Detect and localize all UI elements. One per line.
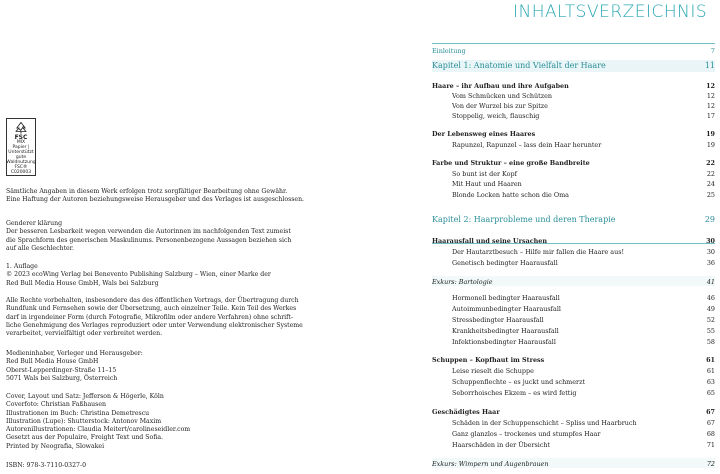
edition-paragraph: 1. Auflage © 2023 ecoWing Verlag bei Benevento Publishing Salzburg – Wien, einer Marke der Red Bull Media House GmbH, Wals bei Salzburg [6,263,271,287]
toc-chapter[interactable]: Kapitel 1: Anatomie und Vielfalt der Haare 11 [432,61,715,70]
toc-chapter[interactable]: Kapitel 2: Haarprobleme und deren Therapie 29 [432,215,715,224]
toc-subsection[interactable]: Schäden in der Schuppenschicht – Spliss und Haarbruch 67 [452,419,715,427]
toc-subsection[interactable]: Mit Haut und Haaren 24 [452,180,715,188]
toc-subsection[interactable]: So bunt ist der Kopf 22 [452,170,715,178]
toc-subsection[interactable]: Rapunzel, Rapunzel – lass dein Haar herunter 19 [452,141,715,149]
toc-section[interactable]: Der Lebensweg eines Haares 19 [432,130,715,138]
toc-subsection[interactable]: Blonde Locken hatte schon die Oma 25 [452,191,715,199]
gender-note-paragraph: Genderer klärung Der besseren Lesbarkeit wegen verwenden die Autorinnen im nachfolgenden Text zumeist die Sprachform des generischen Maskulinums. Personenbezogene Aussagen beziehen sich auf alle Geschlechter. [6,220,292,252]
toc-subsection[interactable]: Infektionsbedingter Haarausfall 58 [452,338,715,346]
tree-check-icon [12,121,30,135]
rights-paragraph: Alle Rechte vorbehalten, insbesondere das des öffentlichen Vortrags, der Übertragung durch Rundfunk und Fernsehen sowie der Übersetzung, auch einzelner Teile. Kein Teil des Werkes darf in irgendeiner Form (durch Fotografie, Mikrofilm oder andere Verfahren) ohne schrift- liche Genehmigung des Verlages reproduziert oder unter Verwendung elektronischer Systeme verarbeitet, vervielfältigt oder verbreitet werden. [6,297,303,338]
toc-section[interactable]: Farbe und Struktur – eine große Bandbreite 22 [432,159,715,167]
fsc-line: gute Waldnutzung [6,155,36,165]
toc-subsection[interactable]: Ganz glanzlos – trockenes und stumpfes Haar 68 [452,430,715,438]
toc-section[interactable]: Haarausfall und seine Ursachen 30 [432,237,715,245]
toc-subsection[interactable]: Hormonell bedingter Haarausfall 46 [452,294,715,302]
toc-subsection[interactable]: Autoimmunbedingter Haarausfall 49 [452,305,715,313]
toc-subsection[interactable]: Stoppelig, weich, flauschig 17 [452,112,715,120]
toc-section[interactable]: Geschädigtes Haar 67 [432,408,715,416]
toc-subsection[interactable]: Der Hautarztbesuch – Hilfe mir fallen die Haare aus! 30 [452,248,715,256]
toc-subsection[interactable]: Schuppenflechte – es juckt und schmerzt 63 [452,378,715,386]
toc-subsection[interactable]: Leise rieselt die Schuppe 61 [452,367,715,375]
fsc-line: MIX [16,140,26,145]
toc-section[interactable]: Schuppen – Kopfhaut im Stress 61 [432,356,715,364]
fsc-line: Papier | Unterstützt [8,145,34,155]
fsc-label: FSC [14,134,28,141]
fsc-code: FSC® C020003 [10,165,32,175]
toc-excursion[interactable]: Exkurs: Wimpern und Augenbrauen 72 [432,460,715,468]
toc-subsection[interactable]: Stressbedingter Haarausfall 52 [452,316,715,324]
publisher-paragraph: Medieninhaber, Verleger und Herausgeber: Red Bull Media House GmbH Oberst-Lepperdinger-Straße 11–15 5071 Wals bei Salzburg, Österreich [6,350,143,382]
divider [432,43,715,44]
toc-subsection[interactable]: Haarschäden in der Übersicht 71 [452,441,715,449]
fsc-logo [6,118,36,176]
toc-subsection[interactable]: Krankheitsbedingter Haarausfall 55 [452,327,715,335]
toc-title: INHALTSVERZEICHNIS [513,2,708,22]
credits-paragraph: Cover, Layout und Satz: Jefferson & Högerle, Köln Coverfoto: Christian Faßhausen Illustrationen im Buch: Christina Demetrescu Illustration (Lupe): Shutterstock: Antonov Maxim Autorenillustrationen: Claudia Meitert/carolineseidler.com Gesetzt aus der Populaire, Freight Text und Sofia. Printed by Neografia, Slowakei [6,393,191,450]
toc-excursion[interactable]: Exkurs: Bartologie 41 [432,278,715,286]
isbn: ISBN: 978-3-7110-0327-0 [6,462,87,469]
toc-subsection[interactable]: Seborrhoisches Ekzem – es wird fettig 65 [452,389,715,397]
disclaimer-paragraph: Sämtliche Angaben in diesem Werk erfolgen trotz sorgfältiger Bearbeitung ohne Gewähr. Eine Haftung der Autoren beziehungsweise Herausgeber und des Verlages ist ausgeschlossen. [6,188,305,204]
toc-subsection[interactable]: Vom Schmücken und Schützen 12 [452,92,715,100]
toc-section[interactable]: Haare – ihr Aufbau und ihre Aufgaben 12 [432,82,715,90]
toc-subsection[interactable]: Genetisch bedingter Haarausfall 36 [452,259,715,267]
toc-subsection[interactable]: Von der Wurzel bis zur Spitze 12 [452,102,715,110]
toc-entry[interactable]: Einleitung 7 [432,47,715,55]
